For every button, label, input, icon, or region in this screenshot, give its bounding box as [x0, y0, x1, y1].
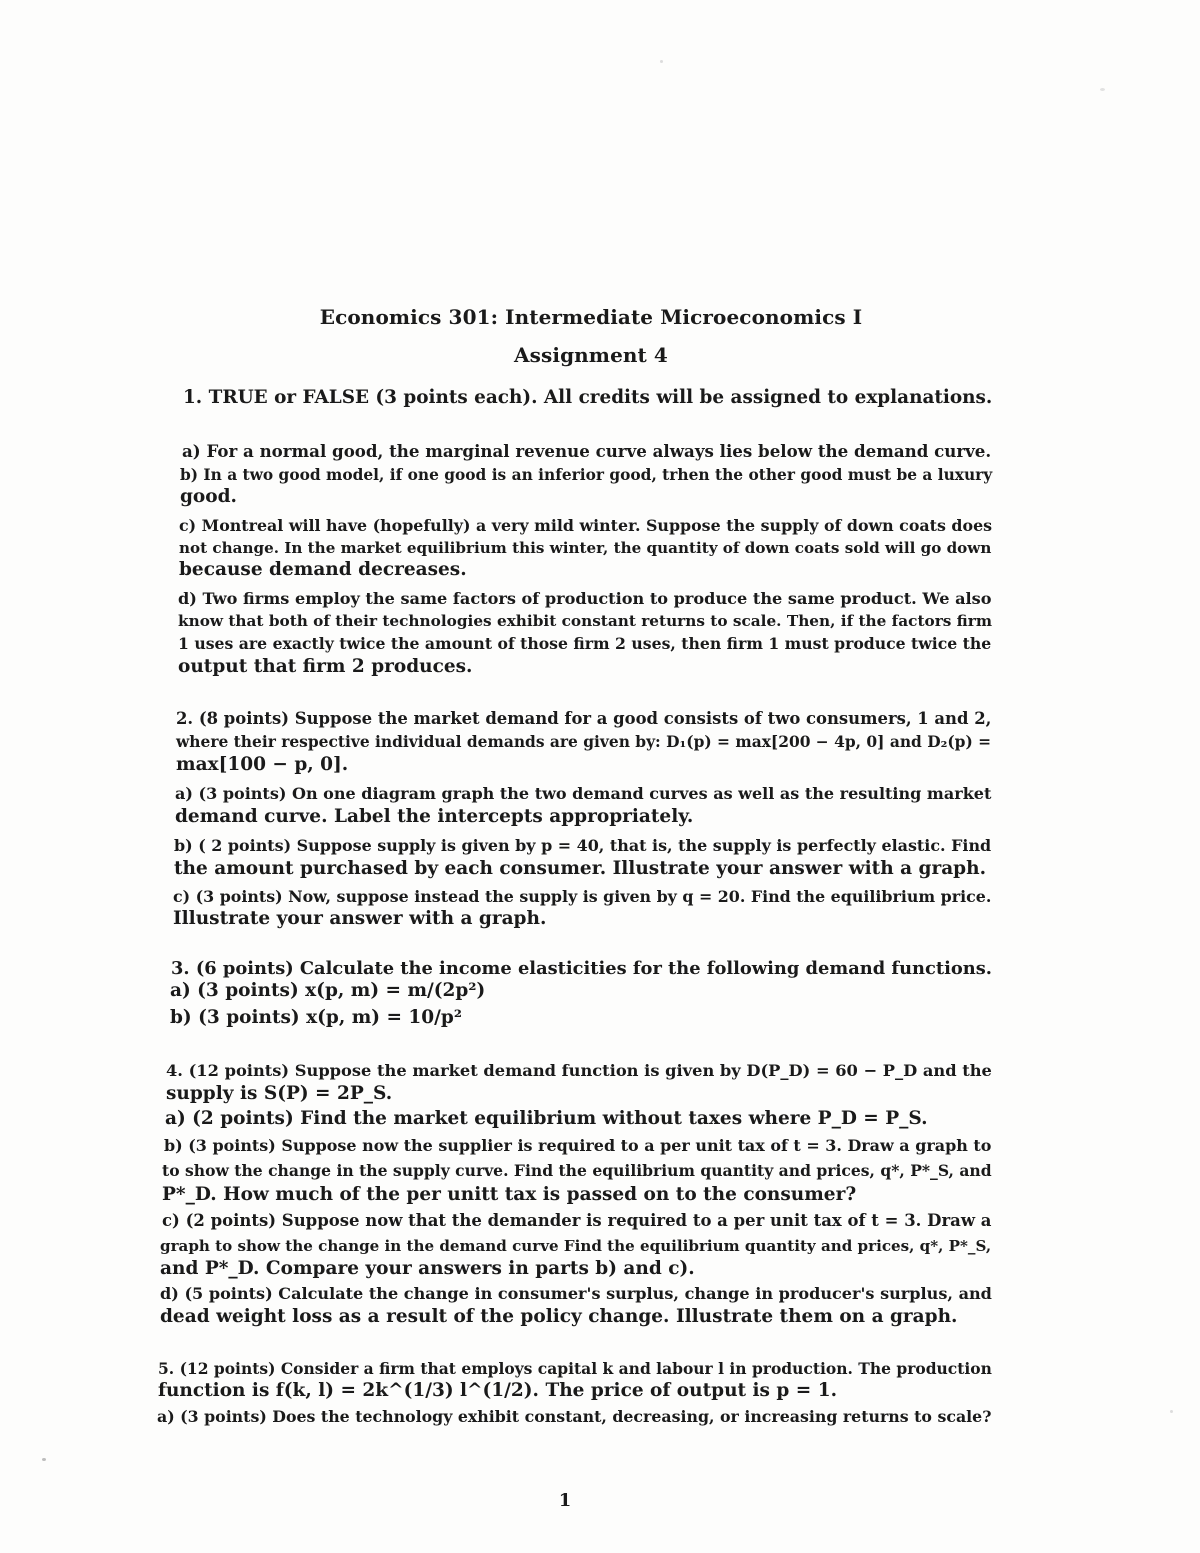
q1b-line2: good.	[180, 486, 237, 507]
course-title: Economics 301: Intermediate Microeconomics I	[319, 305, 863, 329]
q4b-line3: P*_D. How much of the per unitt tax is passed on to the consumer?	[162, 1184, 857, 1205]
q2c-line2: Illustrate your answer with a graph.	[173, 908, 547, 929]
q1b-line1: b) In a two good model, if one good is an inferior good, trhen the other good must be a luxury	[180, 466, 993, 484]
q4c-line1: c) (2 points) Suppose now that the demander is required to a per unit tax of t = 3. Draw a	[162, 1211, 992, 1230]
q1c-line3: because demand decreases.	[179, 559, 467, 580]
q4b-line2: to show the change in the supply curve. Find the equilibrium quantity and prices, q*, P*_S, and	[162, 1161, 992, 1180]
q1d-line2: know that both of their technologies exhibit constant returns to scale. Then, if the factors firm	[178, 612, 993, 630]
q2b-line1: b) ( 2 points) Suppose supply is given by p = 40, that is, the supply is perfectly elastic. Find	[174, 836, 992, 855]
assignment-title: Assignment 4	[514, 343, 668, 367]
scan-speck	[42, 1458, 46, 1461]
q5-line2: function is f(k, l) = 2k^(1/3) l^(1/2). The price of output is p = 1.	[158, 1380, 838, 1401]
q4b-line1: b) (3 points) Suppose now the supplier is required to a per unit tax of t = 3. Draw a graph to	[164, 1136, 992, 1155]
q4a-text: a) (2 points) Find the market equilibrium without taxes where P_D = P_S.	[165, 1108, 928, 1129]
scan-speck	[660, 60, 663, 63]
q4d-line2: dead weight loss as a result of the policy change. Illustrate them on a graph.	[160, 1306, 958, 1327]
scan-speck	[1100, 88, 1105, 91]
q2b-line2: the amount purchased by each consumer. Illustrate your answer with a graph.	[174, 858, 987, 879]
q1d-line3: 1 uses are exactly twice the amount of those firm 2 uses, then firm 1 must produce twice the	[178, 634, 992, 653]
q3b-text: b) (3 points) x(p, m) = 10/p²	[170, 1007, 462, 1028]
q2-line1: 2. (8 points) Suppose the market demand for a good consists of two consumers, 1 and 2,	[176, 709, 992, 728]
q2-line2: where their respective individual demands are given by: D₁(p) = max[200 − 4p, 0] and D₂(p) =	[176, 732, 992, 751]
q1d-line4: output that firm 2 produces.	[178, 656, 473, 677]
q2c-line1: c) (3 points) Now, suppose instead the supply is given by q = 20. Find the equilibrium price.	[173, 887, 992, 906]
q1c-line1: c) Montreal will have (hopefully) a very mild winter. Suppose the supply of down coats does	[179, 516, 993, 535]
q4d-line1: d) (5 points) Calculate the change in consumer's surplus, change in producer's surplus, and	[160, 1284, 992, 1303]
q1a-text: a) For a normal good, the marginal revenue curve always lies below the demand curve.	[182, 441, 992, 461]
scan-speck	[1170, 1410, 1173, 1413]
q4c-line3: and P*_D. Compare your answers in parts b) and c).	[160, 1258, 695, 1279]
q2-line3: max[100 − p, 0].	[176, 754, 349, 775]
q2a-line2: demand curve. Label the intercepts appropriately.	[175, 806, 694, 827]
q2a-line1: a) (3 points) On one diagram graph the two demand curves as well as the resulting market	[175, 784, 992, 803]
q5a-text: a) (3 points) Does the technology exhibit constant, decreasing, or increasing returns to scale?	[157, 1407, 992, 1426]
q1-heading: 1. TRUE or FALSE (3 points each). All credits will be assigned to explanations.	[183, 387, 993, 408]
q1c-line2: not change. In the market equilibrium this winter, the quantity of down coats sold will go down	[179, 539, 992, 557]
q4-line2: supply is S(P) = 2P_S.	[166, 1083, 393, 1104]
q3a-text: a) (3 points) x(p, m) = m/(2p²)	[170, 980, 486, 1001]
q3-heading: 3. (6 points) Calculate the income elasticities for the following demand functions.	[171, 958, 992, 979]
q5-line1: 5. (12 points) Consider a firm that employs capital k and labour l in production. The production	[158, 1359, 992, 1378]
q4-line1: 4. (12 points) Suppose the market demand function is given by D(P_D) = 60 − P_D and the	[166, 1061, 992, 1080]
q1d-line1: d) Two firms employ the same factors of production to produce the same product. We also	[178, 589, 992, 608]
page-number: 1	[558, 1490, 572, 1511]
q4c-line2: graph to show the change in the demand curve Find the equilibrium quantity and prices, q*, P*_S,	[160, 1237, 992, 1255]
